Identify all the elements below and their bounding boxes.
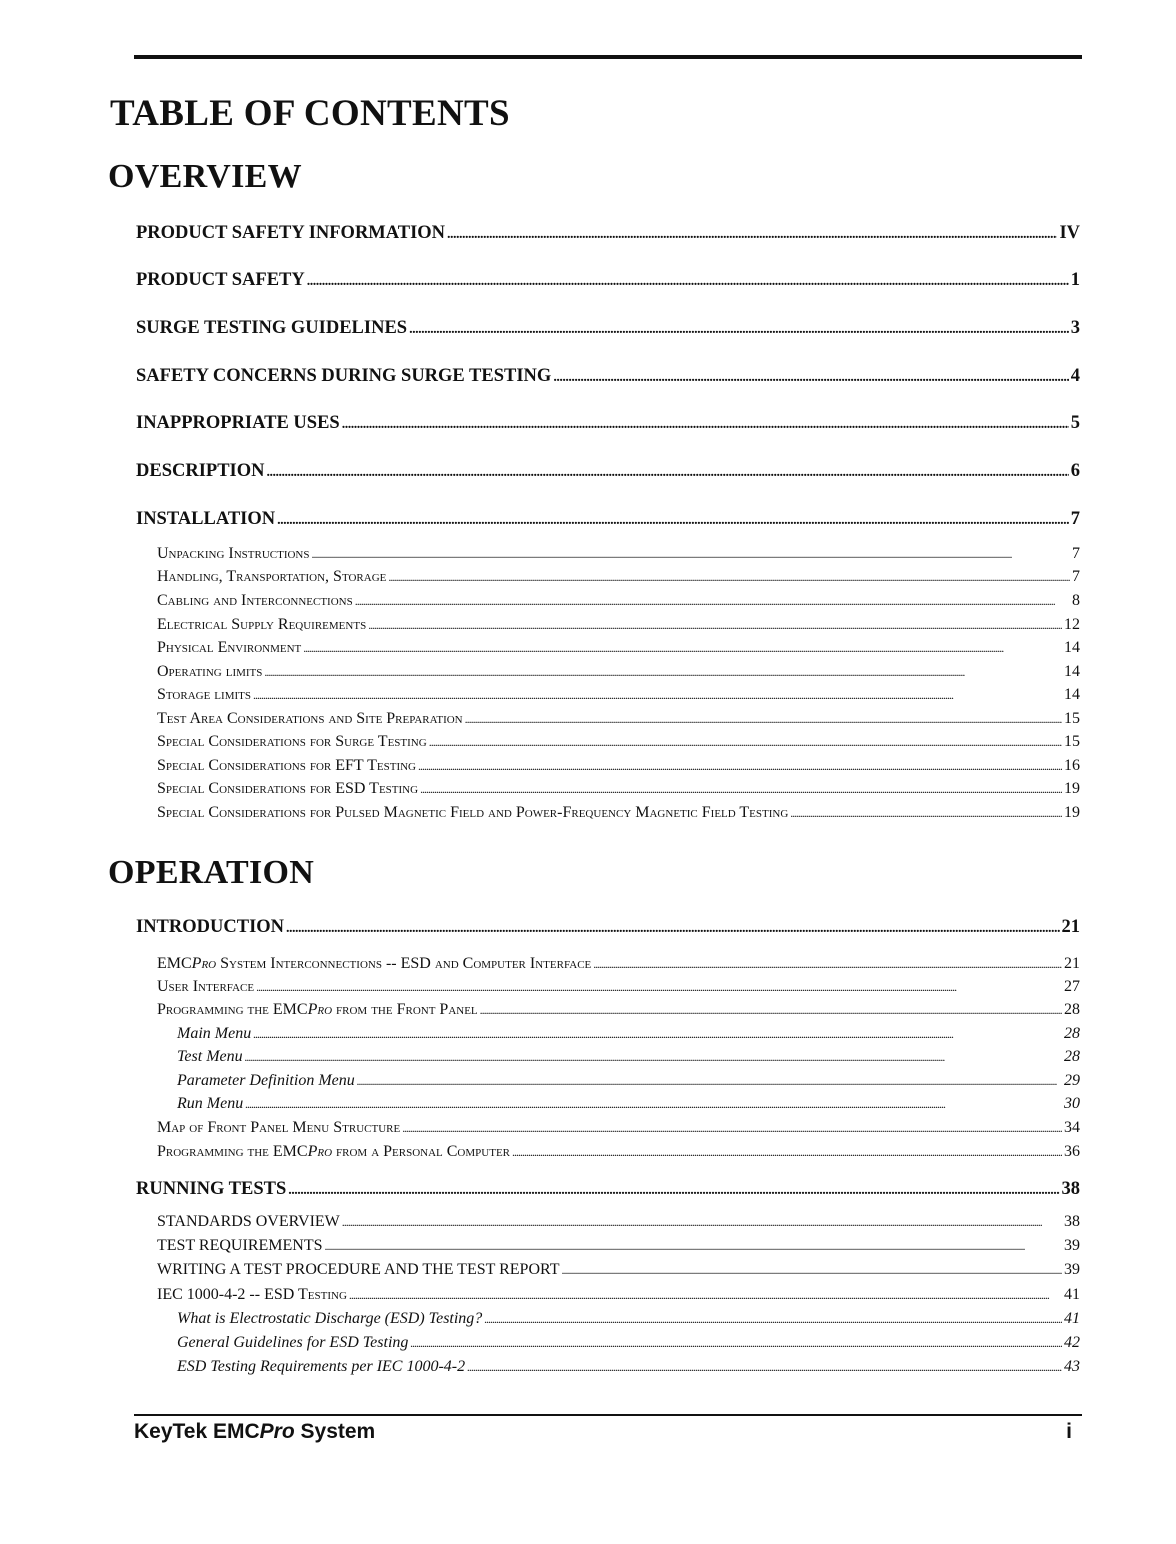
toc-subentry[interactable]: Programming the EMCPro from a Personal Computer . . . 36 (157, 1143, 1080, 1161)
toc-entry[interactable]: DESCRIPTION . . . 6 (136, 461, 1080, 482)
toc-subsubentry[interactable]: Parameter Definition Menu . . . 29 (177, 1072, 1080, 1090)
toc-subentry[interactable]: Test Area Considerations and Site Preparation . . . 15 (157, 710, 1080, 728)
toc-subsubentry[interactable]: Main Menu . . . 28 (177, 1025, 1080, 1043)
toc-subentry[interactable]: Storage limits . . . 14 (157, 686, 1080, 704)
page-number: i (1066, 1420, 1072, 1443)
toc-subentry[interactable]: Physical Environment . . . 14 (157, 639, 1080, 657)
toc-subentry[interactable]: Handling, Transportation, Storage . . . 7 (157, 568, 1080, 586)
toc-entry-introduction[interactable]: INTRODUCTION . . . 21 (136, 917, 1080, 938)
toc-subentry[interactable]: Special Considerations for Surge Testing . . . 15 (157, 733, 1080, 751)
page-footer (134, 1420, 1082, 1450)
toc-subsubentry[interactable]: Test Menu . . . 28 (177, 1048, 1080, 1066)
toc-subsubentry[interactable]: General Guidelines for ESD Testing . . . 42 (177, 1334, 1080, 1352)
toc-subentry[interactable]: Operating limits . . . 14 (157, 663, 1080, 681)
toc-entry[interactable]: INSTALLATION . . . 7 (136, 509, 1080, 530)
toc-subentry[interactable]: EMCPro System Interconnections -- ESD and Computer Interface . . . 21 (157, 955, 1080, 973)
toc-subentry[interactable]: Unpacking Instructions . . . 7 (157, 545, 1080, 563)
toc-subentry[interactable]: IEC 1000-4-2 -- ESD Testing . . . 41 (157, 1286, 1080, 1304)
toc-subentry[interactable]: Special Considerations for Pulsed Magnetic Field and Power-Frequency Magnetic Field Testing . . . 19 (157, 804, 1080, 822)
toc-subentry[interactable]: TEST REQUIREMENTS . . . 39 (157, 1237, 1080, 1255)
toc-subentry[interactable]: Electrical Supply Requirements . . . 12 (157, 616, 1080, 634)
header-rule (134, 55, 1082, 59)
toc-subentry[interactable]: WRITING A TEST PROCEDURE AND THE TEST REPORT . . . 39 (157, 1261, 1080, 1279)
toc-subentry[interactable]: Special Considerations for ESD Testing . . . 19 (157, 780, 1080, 798)
toc-subentry[interactable]: User Interface . . . 27 (157, 978, 1080, 996)
toc-subsubentry[interactable]: ESD Testing Requirements per IEC 1000-4-2 . . . 43 (177, 1358, 1080, 1376)
toc-subsubentry[interactable]: What is Electrostatic Discharge (ESD) Testing? . . . 41 (177, 1310, 1080, 1328)
section-heading-overview: OVERVIEW (108, 158, 302, 195)
toc-subsubentry[interactable]: Run Menu . . . 30 (177, 1095, 1080, 1113)
footer-title: KeyTek EMCPro System (134, 1420, 376, 1443)
toc-subentry[interactable]: Map of Front Panel Menu Structure . . . 34 (157, 1119, 1080, 1137)
toc-entry[interactable]: INAPPROPRIATE USES . . . 5 (136, 413, 1080, 434)
toc-entry[interactable]: PRODUCT SAFETY INFORMATION . . . IV (136, 223, 1080, 244)
toc-entry[interactable]: SAFETY CONCERNS DURING SURGE TESTING . . . 4 (136, 366, 1080, 387)
toc-entry[interactable]: PRODUCT SAFETY . . . 1 (136, 270, 1080, 291)
toc-subentry[interactable]: STANDARDS OVERVIEW . . . 38 (157, 1213, 1080, 1231)
toc-entry-running-tests[interactable]: RUNNING TESTS . . . 38 (136, 1179, 1080, 1200)
toc-subentry[interactable]: Cabling and Interconnections . . . 8 (157, 592, 1080, 610)
footer-rule (134, 1414, 1082, 1416)
toc-subentry[interactable]: Special Considerations for EFT Testing . . . 16 (157, 757, 1080, 775)
toc-entry[interactable]: SURGE TESTING GUIDELINES . . . 3 (136, 318, 1080, 339)
toc-subentry[interactable]: Programming the EMCPro from the Front Panel . . . 28 (157, 1001, 1080, 1019)
page-title: TABLE OF CONTENTS (110, 93, 510, 134)
section-heading-operation: OPERATION (108, 854, 315, 891)
